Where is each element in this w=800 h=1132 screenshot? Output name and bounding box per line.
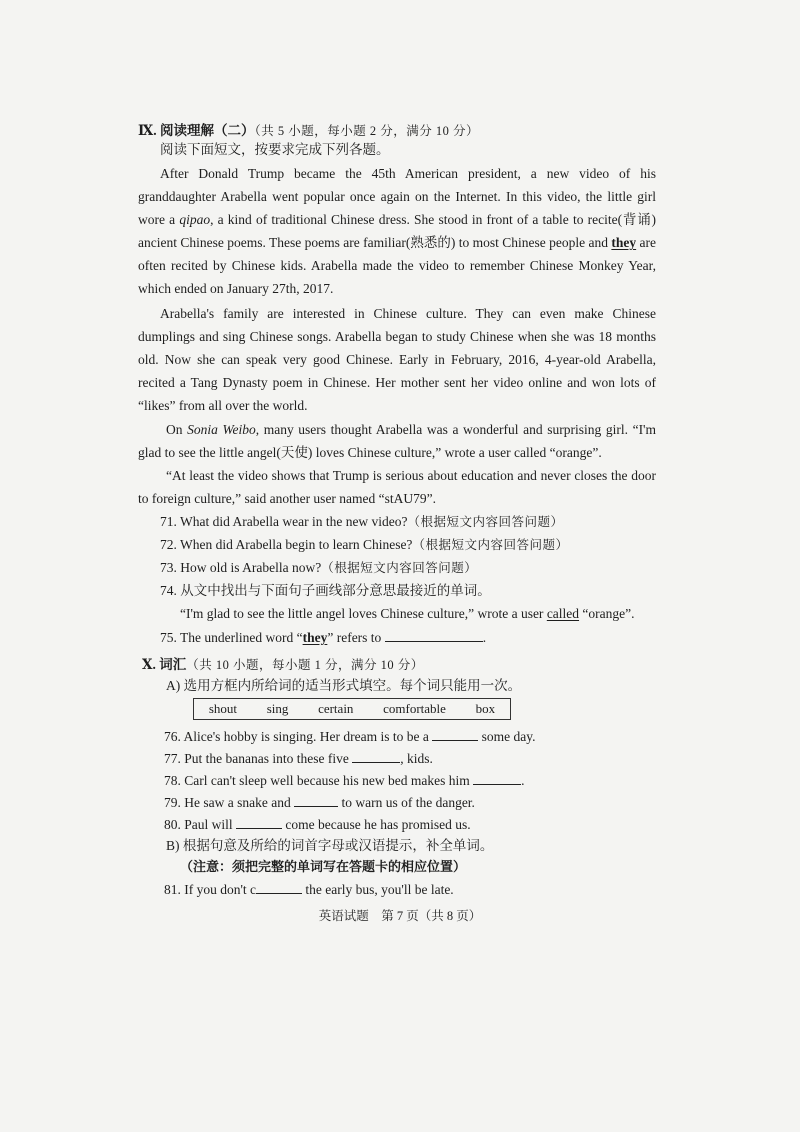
text-run: ancient Chinese poems. These poems are familiar(熟悉的) to most Chinese people and bbox=[138, 235, 612, 250]
question-78 bbox=[164, 771, 524, 790]
text-run: “orange”. bbox=[579, 606, 635, 621]
text-run: are bbox=[636, 235, 656, 250]
answer-blank-77[interactable] bbox=[352, 749, 400, 763]
question-81 bbox=[164, 880, 454, 899]
answer-blank-80[interactable] bbox=[236, 815, 282, 829]
passage-p4-line1: “At least the video shows that Trump is serious about education and never closes the door bbox=[166, 468, 656, 483]
question-73-text: 73. How old is Arabella now? bbox=[160, 560, 322, 575]
word-shout: shout bbox=[208, 701, 238, 716]
underlined-called: called bbox=[546, 606, 580, 621]
part-a-instruction: A) 选用方框内所给词的适当形式填空。每个词只能用一次。 bbox=[166, 678, 522, 693]
text-run: , kids. bbox=[400, 751, 433, 766]
word-box bbox=[193, 698, 511, 720]
passage-p1-line3 bbox=[138, 211, 656, 229]
passage-p3-line2: glad to see the little angel(天使) loves Chinese culture,” wrote a user called “orange”. bbox=[138, 445, 602, 460]
question-71 bbox=[160, 513, 564, 531]
text-run: 80. Paul will bbox=[164, 817, 233, 832]
text-run: ” refers to bbox=[327, 630, 382, 645]
text-run: some day. bbox=[481, 729, 536, 744]
answer-blank-76[interactable] bbox=[432, 727, 478, 741]
section-10-heading bbox=[142, 656, 424, 674]
passage-p3-line1 bbox=[166, 421, 656, 439]
text-run: 78. Carl can't sleep well because his new bed makes him bbox=[164, 773, 470, 788]
text-run: “I'm glad to see the little angel loves Chinese culture,” wrote a user bbox=[180, 606, 547, 621]
text-run: to warn us of the danger. bbox=[341, 795, 475, 810]
text-run: On bbox=[166, 422, 188, 437]
passage-p2-line2: dumplings and sing Chinese songs. Arabella began to study Chinese when she was 18 months bbox=[138, 329, 656, 344]
passage-p1-line1: After Donald Trump became the 45th American president, a new video of his bbox=[160, 166, 656, 181]
passage-p1-line4 bbox=[138, 234, 656, 252]
text-run: wore a bbox=[138, 212, 180, 227]
section-9-title: Ⅸ. 阅读理解（二） bbox=[138, 123, 255, 138]
passage-p1-line6: which ended on January 27th, 2017. bbox=[138, 281, 334, 296]
text-run: , many users thought Arabella was a wonderful and surprising girl. “I'm bbox=[255, 422, 656, 437]
section-9-heading bbox=[138, 122, 479, 140]
text-run: 77. Put the bananas into these five bbox=[164, 751, 349, 766]
text-run: 75. The underlined word “ bbox=[160, 630, 303, 645]
part-b-note: （注意：须把完整的单词写在答题卡的相应位置） bbox=[180, 859, 467, 874]
question-73-note: （根据短文内容回答问题） bbox=[321, 561, 478, 575]
passage-p1-line5: often recited by Chinese kids. Arabella made the video to remember Chinese Monkey Year, bbox=[138, 258, 656, 273]
question-75 bbox=[160, 628, 486, 647]
part-b-instruction: B) 根据句意及所给的词首字母或汉语提示，补全单词。 bbox=[166, 838, 494, 853]
underlined-they-ref: they bbox=[302, 630, 328, 645]
question-77 bbox=[164, 749, 433, 768]
passage-p4-line2: to foreign culture,” said another user named “stAU79”. bbox=[138, 491, 437, 506]
passage-p2-line1: Arabella's family are interested in Chinese culture. They can even make Chinese bbox=[160, 306, 656, 321]
section-10-note: （共 10 小题，每小题 1 分，满分 10 分） bbox=[186, 658, 424, 672]
question-72-text: 72. When did Arabella begin to learn Chinese? bbox=[160, 537, 413, 552]
text-run: 79. He saw a snake and bbox=[164, 795, 291, 810]
text-run: 81. If you don't c bbox=[164, 882, 257, 897]
text-run: come because he has promised us. bbox=[285, 817, 471, 832]
question-72 bbox=[160, 536, 568, 554]
sonia-weibo-italic: Sonia Weibo bbox=[187, 422, 256, 437]
qipao-italic: qipao bbox=[179, 212, 211, 227]
question-76 bbox=[164, 727, 536, 746]
answer-blank-75[interactable] bbox=[385, 628, 483, 642]
answer-blank-81[interactable] bbox=[256, 880, 302, 894]
word-comfortable: comfortable bbox=[383, 701, 446, 716]
question-71-note: （根据短文内容回答问题） bbox=[407, 515, 564, 529]
question-79 bbox=[164, 793, 475, 812]
question-74: 74. 从文中找出与下面句子画线部分意思最接近的单词。 bbox=[160, 583, 491, 598]
question-72-note: （根据短文内容回答问题） bbox=[412, 538, 569, 552]
answer-blank-78[interactable] bbox=[473, 771, 521, 785]
question-73 bbox=[160, 559, 477, 577]
section-9-note: （共 5 小题，每小题 2 分，满分 10 分） bbox=[254, 124, 479, 138]
answer-blank-79[interactable] bbox=[294, 793, 338, 807]
word-sing: sing bbox=[266, 701, 289, 716]
word-box-item: box bbox=[475, 701, 496, 716]
passage-p2-line4: recited a Tang Dynasty poem in Chinese. Her mother sent her video online and won lots of bbox=[138, 375, 656, 390]
underlined-they: they bbox=[611, 235, 637, 250]
passage-p2-line5: “likes” from all over the world. bbox=[138, 398, 308, 413]
section-10-title: Ⅹ. 词汇 bbox=[142, 657, 187, 672]
text-run: the early bus, you'll be late. bbox=[305, 882, 454, 897]
text-run: , a kind of traditional Chinese dress. She stood in front of a table to recite(背诵) bbox=[210, 212, 656, 227]
word-certain: certain bbox=[318, 701, 354, 716]
passage-p2-line3: old. Now she can speak very good Chinese. Early in February, 2016, 4-year-old Arabella, bbox=[138, 352, 656, 367]
question-71-text: 71. What did Arabella wear in the new video? bbox=[160, 514, 408, 529]
page-footer: 英语试题 第 7 页（共 8 页） bbox=[318, 909, 482, 923]
text-run: 76. Alice's hobby is singing. Her dream is to be a bbox=[164, 729, 429, 744]
question-80 bbox=[164, 815, 471, 834]
text-run: . bbox=[521, 773, 525, 788]
text-run: . bbox=[482, 630, 487, 645]
question-74-sentence bbox=[180, 605, 635, 623]
passage-p1-line2: granddaughter Arabella went popular once again on the Internet. In this video, the little girl bbox=[138, 189, 656, 204]
section-9-instruction: 阅读下面短文，按要求完成下列各题。 bbox=[160, 142, 390, 157]
